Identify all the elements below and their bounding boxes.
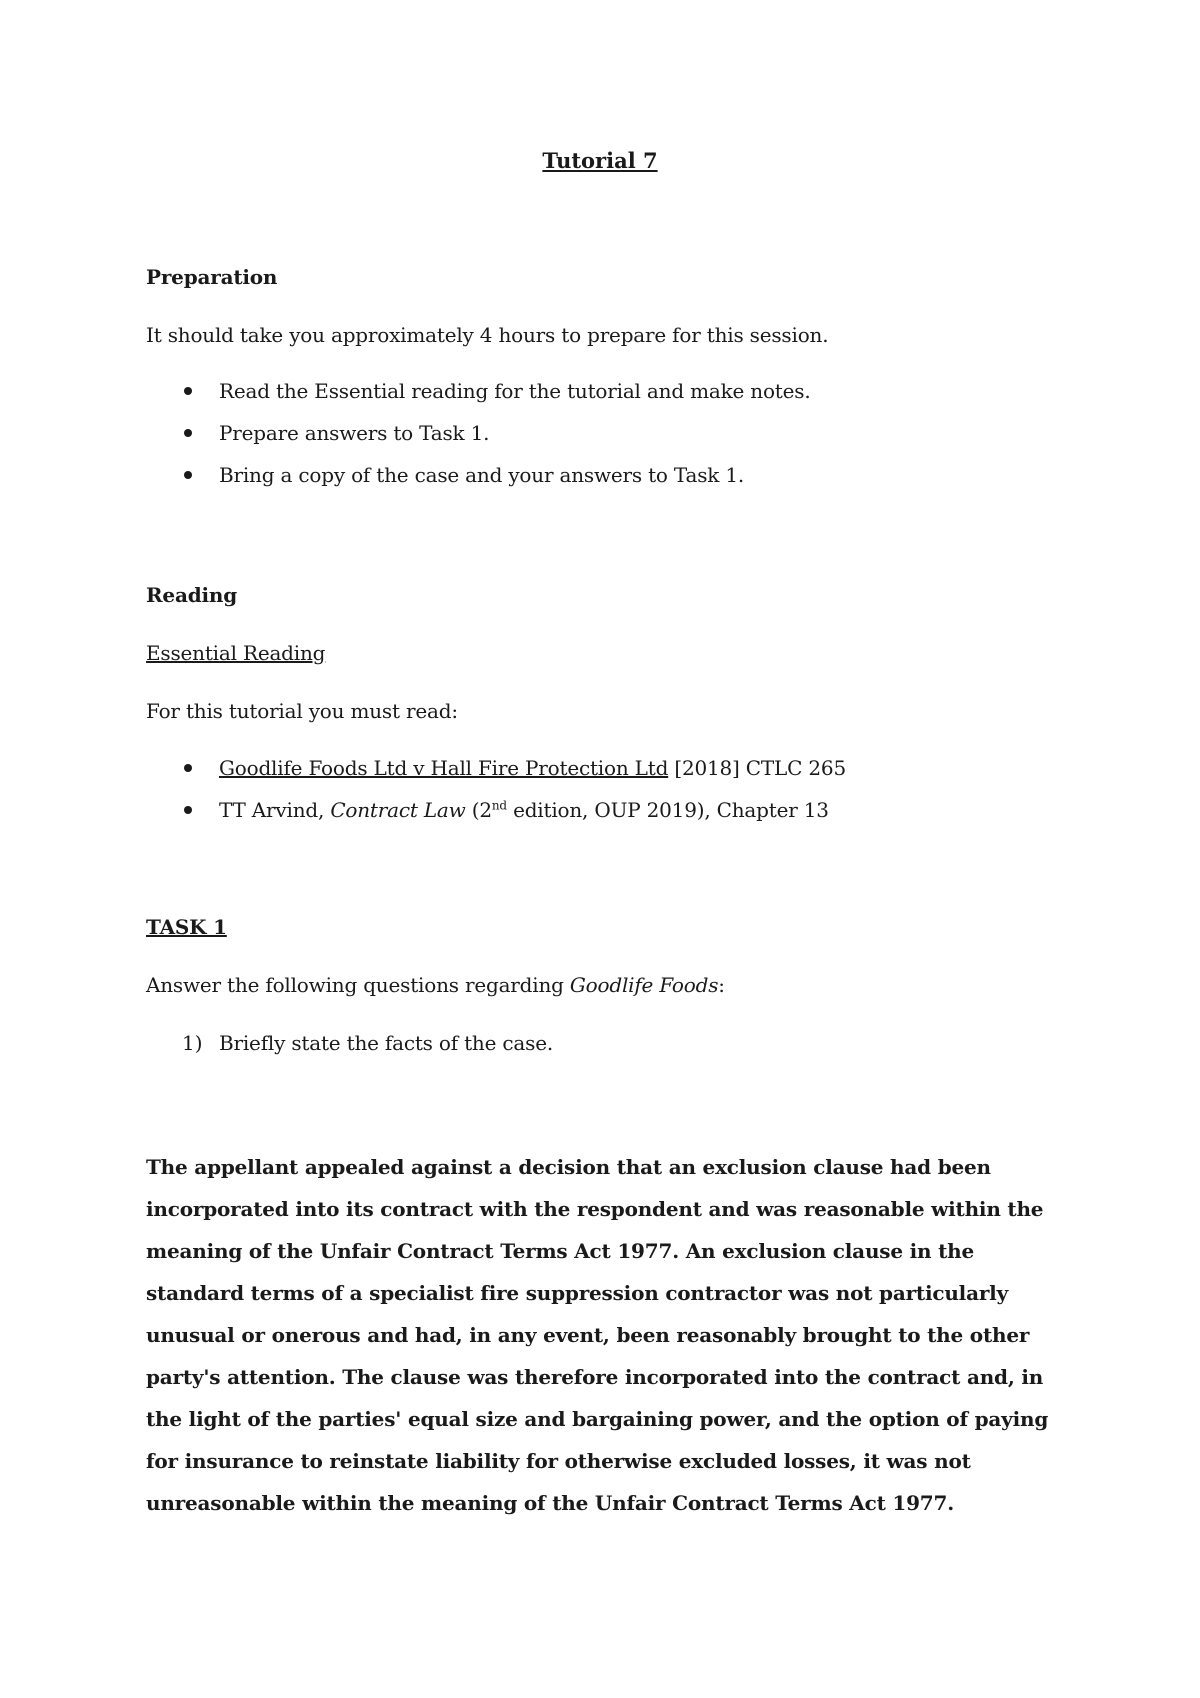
task1-intro	[146, 973, 725, 997]
preparation-bullet: Prepare answers to Task 1.	[219, 421, 490, 445]
preparation-heading: Preparation	[146, 265, 278, 289]
book-author: TT Arvind,	[219, 798, 331, 822]
task1-intro-case: Goodlife Foods	[569, 973, 719, 997]
reading-item-case	[219, 756, 846, 780]
preparation-intro: It should take you approximately 4 hours to prepare for this session.	[146, 323, 829, 347]
case-name-link[interactable]: Goodlife Foods Ltd v Hall Fire Protection Ltd	[219, 756, 669, 780]
question-marker: 1)	[182, 1031, 203, 1055]
reading-heading: Reading	[146, 583, 238, 607]
bullet-icon	[184, 806, 192, 814]
bullet-icon	[184, 429, 192, 437]
page-title: Tutorial 7	[542, 148, 658, 173]
answer-paragraph: The appellant appealed against a decision that an exclusion clause had been incorporated into its contract with the respondent and was reasonable within the meaning of the Unfair Contract Terms Act 1977. An exclusion clause in the standard terms of a specialist fire suppression contractor was not particularly unusual or onerous and had, in any event, been reasonably brought to the other party's attention. The clause was therefore incorporated into the contract and, in the light of the parties' equal size and bargaining power, and the option of paying for insurance to reinstate liability for otherwise excluded losses, it was not unreasonable within the meaning of the Unfair Contract Terms Act 1977.	[146, 1155, 1049, 1515]
bullet-icon	[184, 471, 192, 479]
book-title: Contract Law	[330, 798, 466, 822]
book-edition-rest: edition, OUP 2019), Chapter 13	[506, 798, 829, 822]
book-edition-open: (2	[465, 798, 492, 822]
book-edition-sup: nd	[491, 798, 507, 813]
case-citation: [2018] CTLC 265	[668, 756, 846, 780]
task1-intro-suffix: :	[718, 973, 725, 997]
bullet-icon	[184, 387, 192, 395]
preparation-bullet: Read the Essential reading for the tutorial and make notes.	[219, 379, 811, 403]
task1-intro-prefix: Answer the following questions regarding	[146, 973, 570, 997]
question-text: Briefly state the facts of the case.	[219, 1031, 553, 1055]
reading-item-book	[219, 798, 829, 822]
bullet-icon	[184, 764, 192, 772]
task1-heading: TASK 1	[146, 915, 227, 939]
reading-intro: For this tutorial you must read:	[146, 699, 458, 723]
essential-reading-subheading: Essential Reading	[146, 641, 326, 665]
preparation-bullet: Bring a copy of the case and your answers to Task 1.	[219, 463, 745, 487]
